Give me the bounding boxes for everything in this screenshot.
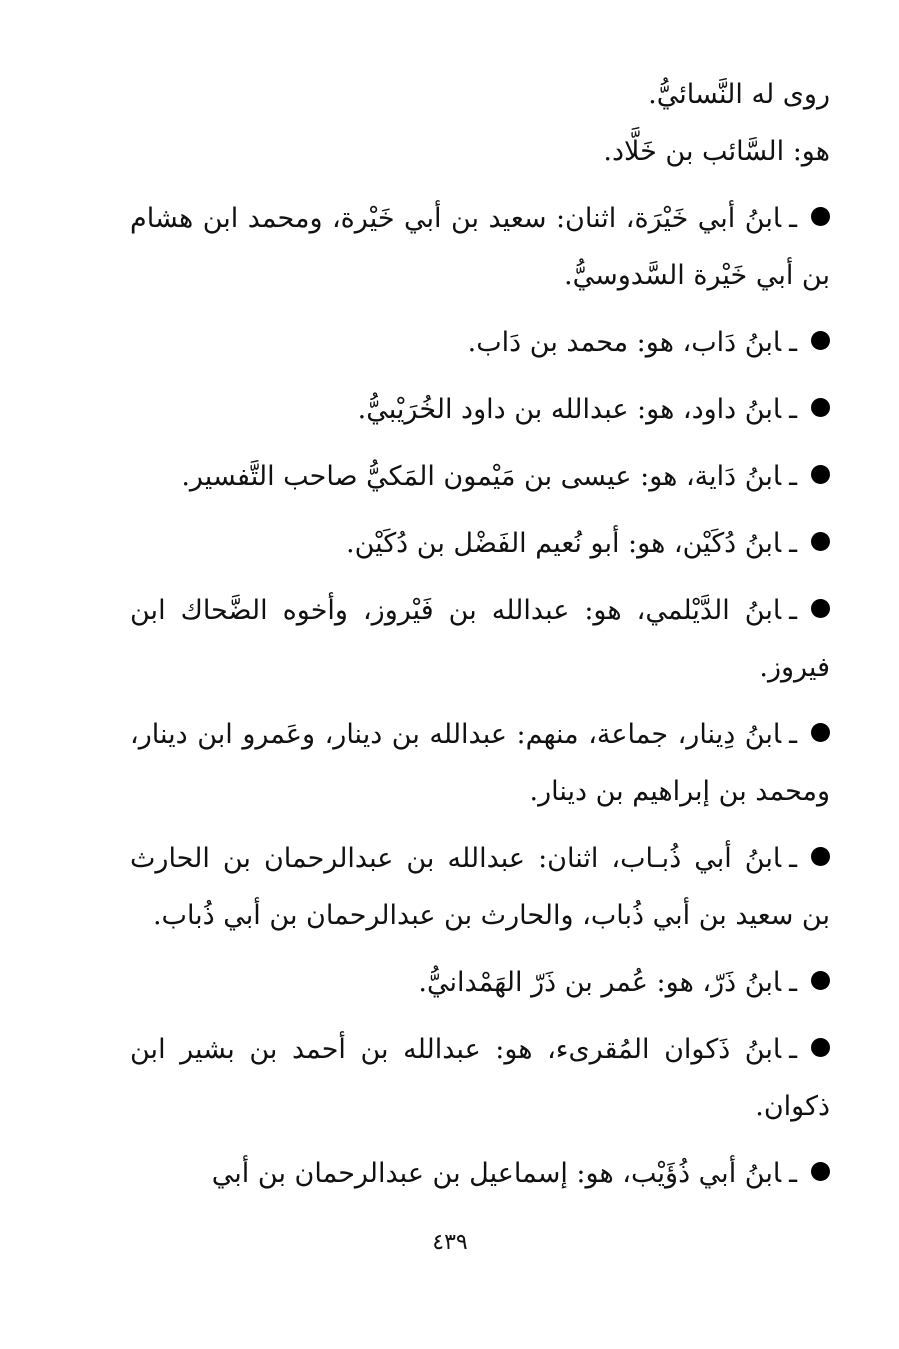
entry-paragraph — [130, 954, 830, 1011]
paragraph-text: ابنُ أبي خَيْرَة، اثنان: سعيد بن أبي خَيْرة، ومحمد ابن هشام بن أبي خَيْرة السَّدوسيُّ. — [130, 203, 830, 291]
entry-paragraph — [130, 830, 830, 944]
entry-paragraph — [130, 706, 830, 820]
entry-dash: ـ — [789, 595, 797, 626]
entry-paragraph — [130, 1021, 830, 1135]
paragraph-text: ابنُ داود، هو: عبدالله بن داود الخُرَيْبيُّ. — [357, 394, 782, 425]
bullet-icon — [811, 331, 830, 350]
paragraph-text: روى له النَّسائيُّ. — [648, 79, 830, 110]
entry-dash: ـ — [789, 1158, 797, 1189]
paragraph-text: ابنُ الدَّيْلمي، هو: عبدالله بن فَيْروز، وأخوه الضَّحاك ابن فيروز. — [130, 595, 830, 683]
entry-paragraph — [130, 1145, 830, 1202]
continuation-paragraph — [130, 123, 830, 180]
paragraph-text: ابنُ أبي ذُبـاب، اثنان: عبدالله بن عبدالرحمان بن الحارث بن سعيد بن أبي ذُباب، والحارث بن عبدالرحمان بن أبي ذُباب. — [130, 843, 830, 931]
entry-dash: ـ — [789, 967, 797, 998]
bullet-icon — [811, 207, 830, 226]
entry-dash: ـ — [789, 1034, 797, 1065]
entry-dash: ـ — [789, 203, 797, 234]
entry-dash: ـ — [789, 461, 797, 492]
paragraph-text: هو: السَّائب بن خَلَّاد. — [603, 136, 830, 167]
entry-dash: ـ — [789, 327, 797, 358]
bullet-icon — [811, 971, 830, 990]
paragraph-text: ابنُ ذَرّ، هو: عُمر بن ذَرّ الهَمْدانيُّ. — [418, 967, 782, 998]
entry-paragraph — [130, 190, 830, 304]
bullet-icon — [811, 398, 830, 417]
bullet-icon — [811, 532, 830, 551]
bullet-icon — [811, 723, 830, 742]
bullet-icon — [811, 1162, 830, 1181]
entry-paragraph — [130, 582, 830, 696]
bullet-icon — [811, 1038, 830, 1057]
bullet-icon — [811, 599, 830, 618]
continuation-paragraph — [130, 66, 830, 123]
bullet-icon — [811, 465, 830, 484]
page-number: ٤٣٩ — [432, 1230, 468, 1255]
paragraph-text: ابنُ دُكَيْن، هو: أبو نُعيم الفَضْل بن دُكَيْن. — [346, 528, 782, 559]
entry-dash: ـ — [789, 719, 797, 750]
paragraph-text: ابنُ أبي ذُؤَيْب، هو: إسماعيل بن عبدالرحمان بن أبي — [211, 1158, 782, 1189]
paragraph-text: ابنُ ذَكوان المُقرىء، هو: عبدالله بن أحمد بن بشير ابن ذكوان. — [130, 1034, 830, 1122]
entry-dash: ـ — [789, 843, 797, 874]
entry-paragraph — [130, 314, 830, 371]
paragraph-text: ابنُ دَاية، هو: عيسى بن مَيْمون المَكيُّ صاحب التَّفسير. — [181, 461, 782, 492]
entry-paragraph — [130, 381, 830, 438]
entry-dash: ـ — [789, 528, 797, 559]
entry-dash: ـ — [789, 394, 797, 425]
paragraph-text: ابنُ دِينار، جماعة، منهم: عبدالله بن دينار، وعَمرو ابن دينار، ومحمد بن إبراهيم بن دينار. — [130, 719, 830, 807]
paragraph-text: ابنُ دَاب، هو: محمد بن دَاب. — [467, 327, 782, 358]
page-body-text — [130, 66, 830, 1202]
bullet-icon — [811, 847, 830, 866]
entry-paragraph — [130, 448, 830, 505]
entry-paragraph — [130, 515, 830, 572]
